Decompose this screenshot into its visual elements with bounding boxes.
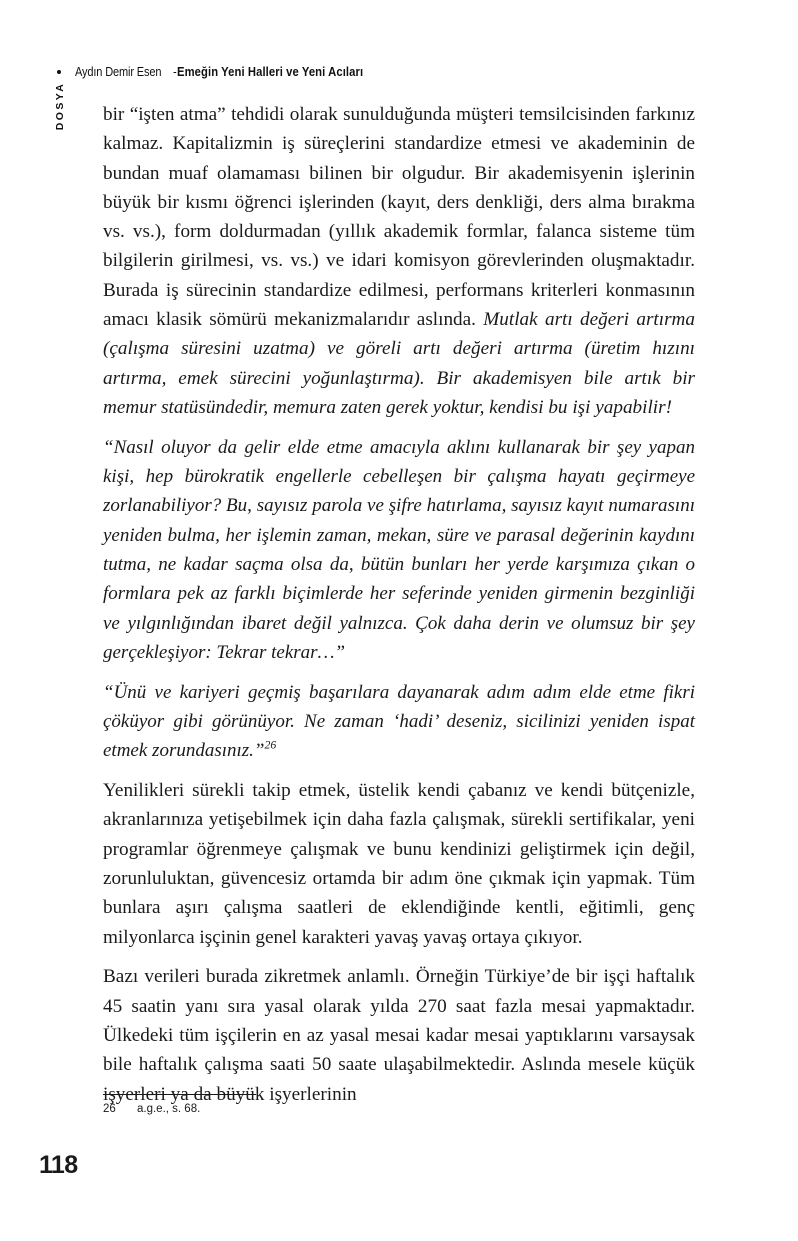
paragraph-2: Yenilikleri sürekli takip etmek, üstelik kendi çabanız ve kendi bütçenizle, akranlarınıza yetişebilmek için daha fazla çalışmak, sürekli sertifikalar, yeni programlar öğrenmeye çalışmak ve bunu kendinizi geliştirmek için değil, zorunluluktan, güvencesiz ortamda bir adım öne çıkmak için yapmak. Tüm bunlara aşırı çalışma saatleri de eklendiğinde kentli, eğitimli, genç milyonlarca işçinin genel karakteri yavaş yavaş ortaya çıkıyor. [103, 780, 695, 948]
footnote-number: 26 [103, 1103, 116, 1115]
header-article-title: Emeğin Yeni Halleri ve Yeni Acıları [177, 65, 364, 79]
paragraph-3: Bazı verileri burada zikretmek anlamlı. Örneğin Türkiye’de bir işçi haftalık 45 saatin yanı sıra yasal olarak yılda 270 saat fazla mesai yapmaktadır. Ülkedeki tüm işçilerin en az yasal mesai kadar mesai yaptıklarını varsaysak bile haftalık çalışma saati 50 saate ulaşabilmektedir. Aslında mesele küçük işyerleri ya da büyük işyerlerinin [103, 966, 695, 1105]
header-author: Aydın Demir Esen [75, 65, 162, 79]
main-text-column [103, 100, 695, 1119]
block-quote-1: “Nasıl oluyor da gelir elde etme amacıyla aklını kullanarak bir şey yapan kişi, hep bürokratik engellerle cebelleşen bir çalışma hayatı geçirmeye zorlanabiliyor? Bu, sayısız parola ve şifre hatırlama, sayısız kayıt numarasını yeniden bulma, her işlemin zaman, mekan, süre ve parasal değerinin kaydını tutma, ne kadar saçma olsa da, bütün bunları her yerde karşımıza çıkan o formlara pek az farklı biçimlerde her seferinde yeniden girmenin bezginliği ve yılgınlığından ibaret değil yalnızca. Çok daha derin ve olumsuz bir şey gerçekleşiyor: Tekrar tekrar…” [103, 436, 695, 663]
footnote-text: a.g.e., s. 68. [137, 1103, 201, 1115]
footnote-area [103, 1094, 695, 1117]
section-tag-dosya: DOSYA [54, 81, 66, 131]
paragraph-1 [103, 100, 695, 422]
block-quote-2-text: “Ünü ve kariyeri geçmiş başarılara dayanarak adım adım elde etme fikri çöküyor gibi görünüyor. Ne zaman ‘hadi’ deseniz, sicilinizi yeniden ispat etmek zorundasınız.” [103, 681, 695, 762]
header-separator: - [173, 65, 177, 79]
paragraph-1-italic: Mutlak artı değeri artırma (çalışma süresini uzatma) ve göreli artı değeri artırma (üretim hızını artırma, emek sürecini yoğunlaştırma). Bir akademisyen bile artık bir memur statüsündedir, memura zaten gerek yoktur, kendisi bu işi yapabilir! [103, 309, 695, 418]
paragraph-1-roman: bir “işten atma” tehdidi olarak sunulduğunda müşteri temsilcisinden farkınız kalmaz. Kapitalizmin iş süreçlerini standardize etmesi ve akademinin de bundan muaf olamaması bilinen bir olgudur. Bir akademisyenin işlerinin büyük bir kısmı öğrenci işlerinden (kayıt, ders denkliği, ders alma bırakma vs. vs.), form doldurmadan (yıllık akademik formlar, falanca sisteme tüm bilgilerin girilmesi, vs. vs.) ve idari komisyon görevlerinden oluşmaktadır. Burada iş sürecinin standardize edilmesi, performans kriterleri konmasının amacı klasik sömürü mekanizmalarıdır aslında. [103, 104, 695, 331]
page-number: 118 [39, 1151, 78, 1179]
running-header [57, 62, 757, 82]
footnote-reference-26[interactable]: 26 [264, 738, 277, 752]
footnote-separator-rule [103, 1094, 256, 1095]
footnote-entry [103, 1102, 695, 1117]
block-quote-2 [103, 678, 695, 766]
